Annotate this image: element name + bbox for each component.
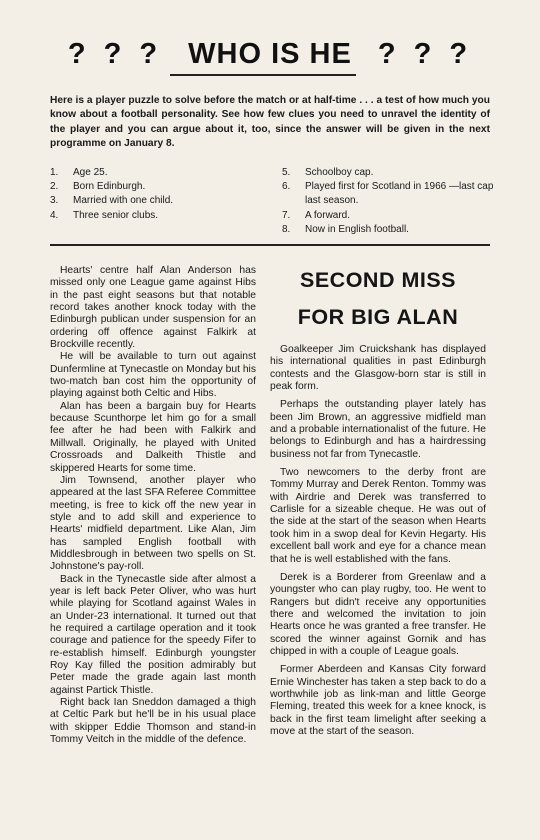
article-paragraph: Goalkeeper Jim Cruickshank has displayed his international qualities in past Edinburgh contests and the Glasgow-born star is still in peak form. xyxy=(270,344,486,393)
title-underline xyxy=(170,74,356,76)
clue-item: 3. Married with one child. xyxy=(50,195,174,207)
article-paragraph: He will be available to turn out against Dunfermline at Tynecastle on Monday but his two-match ban cost him the opportunity of playing against both Celtic and Hibs. xyxy=(50,351,256,400)
article-paragraph: Back in the Tynecastle side after almost a year is left back Peter Oliver, who was hurt while playing for Scotland against Wales in an Under-23 international. It turned out that he required a cartilage operation and it took courage and patience for the speedy Fifer to re-establish himself. Edinburgh youngster Roy Kay filled the position admirably but Peter made the grade again last month against Partick Thistle. xyxy=(50,573,256,696)
article-paragraph: Right back Ian Sneddon damaged a thigh at Celtic Park but he'll be in his usual place with skipper Eddie Thomson and stand-in Tommy Veitch in the middle of the defence. xyxy=(50,697,256,746)
clue-item: 6. Played first for Scotland in 1966 —last cap last season. xyxy=(282,181,494,207)
clue-item: 2. Born Edinburgh. xyxy=(50,181,146,193)
article-paragraph: Perhaps the outstanding player lately has been Jim Brown, an aggressive midfield man and a probable internationalist of the future. He belongs to Edinburgh and has a hairdressing business not far from Tynecastle. xyxy=(270,399,486,460)
question-marks-left: ? ? ? xyxy=(67,38,163,70)
story-headline-line-1: SECOND MISS xyxy=(299,268,457,292)
article-paragraph: Hearts' centre half Alan Anderson has missed only one League game against Hibs in the past eight seasons but that notable record takes another knock today with the Edinburgh publican under suspension for an ordering off offence against Falkirk at Brockville recently. xyxy=(50,265,256,351)
clue-item: 5. Schoolboy cap. xyxy=(282,167,374,178)
story-headline-line-2: FOR BIG ALAN xyxy=(297,305,459,329)
puzzle-intro: Here is a player puzzle to solve before the match or at half-time . . . a test of how much you know about a football personality. See how few clues you need to unravel the identity of the player and you can argue about it, too, since the answer will be given in the next programme on January 8. xyxy=(50,95,490,149)
article-left-column xyxy=(50,265,256,746)
clue-item: 7. A forward. xyxy=(282,209,351,221)
clue-item: 8. Now in English football. xyxy=(282,223,409,235)
clue-list-right xyxy=(282,166,494,237)
page-title xyxy=(0,38,540,78)
article-paragraph: Derek is a Borderer from Greenlaw and a youngster who can play rugby, too. He went to Rangers but didn't receive any opportunities there and welcomed the invitation to join Hearts once he was granted a free transfer. He scored the winner against Gornik and has chipped in with a couple of League goals. xyxy=(270,571,486,657)
clue-list-left xyxy=(50,166,260,223)
article-right-column xyxy=(270,344,486,738)
question-marks-right: ? ? ? xyxy=(377,38,473,70)
section-divider xyxy=(50,244,490,246)
clue-item: 4. Three senior clubs. xyxy=(50,209,159,221)
article-paragraph: Jim Townsend, another player who appeared at the last SFA Referee Committee meeting, is free to kick off the new year in style and to add skill and experience to Hearts' midfield department. Like Alan, Jim has sampled English football with Middlesbrough in between two spells on St. Johnstone's pay-roll. xyxy=(50,474,256,573)
article-paragraph: Former Aberdeen and Kansas City forward Ernie Winchester has taken a step back to do a worthwhile job as link-man and little George Fleming, treated this week for a knee knock, is back in the first team limelight after seeking a move at the start of the season. xyxy=(270,664,486,737)
article-paragraph: Two newcomers to the derby front are Tommy Murray and Derek Renton. Tommy was with Airdrie and Derek was transferred to Carlisle for a sizeable cheque. He was out of the side at the start of the season when Hearts took him in a swop deal for Kevin Hegarty. His excellent ball work and eye for a chance mean that he is well established with the fans. xyxy=(270,467,486,565)
story-headline xyxy=(270,262,486,336)
title-text: WHO IS HE xyxy=(188,38,352,70)
article-paragraph: Alan has been a bargain buy for Hearts because Scunthorpe let him go for a small fee after he had been with Falkirk and Millwall. Originally, he played with United Crossroads and Dalkeith Thistle and skippered Hearts for some time. xyxy=(50,400,256,474)
clue-item: 1. Age 25. xyxy=(50,167,108,178)
